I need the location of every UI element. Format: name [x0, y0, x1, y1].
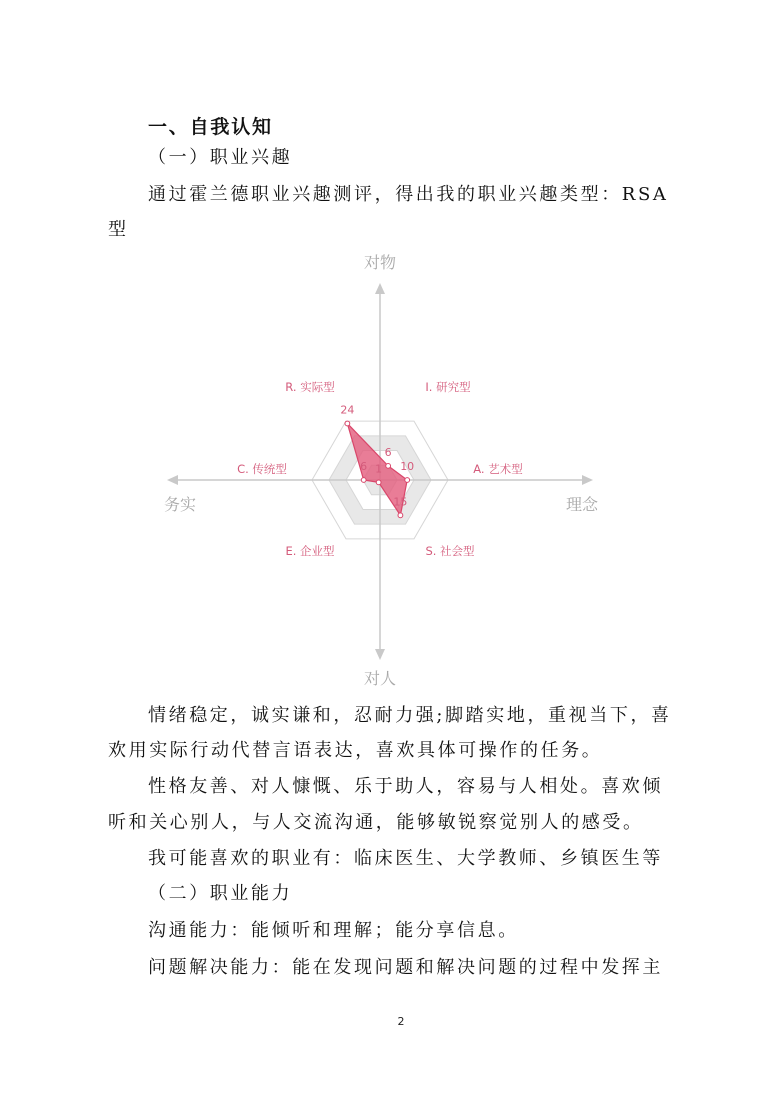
section-heading: 一、自我认知	[148, 116, 273, 138]
paragraph-line: 情绪稳定，诚实谦和，忍耐力强;脚踏实地，重视当下，喜	[148, 705, 672, 726]
data-point-e	[376, 480, 381, 485]
data-point-s	[398, 513, 403, 518]
data-point-r	[345, 421, 350, 426]
axis-label-right: 理念	[565, 495, 599, 514]
paragraph-line: 性格友善、对人慷慨、乐于助人，容易与人相处。喜欢倾	[148, 776, 663, 797]
category-label-c: C. 传统型	[237, 462, 287, 476]
career-interest-radar-chart	[0, 240, 774, 700]
category-label-s: S. 社会型	[425, 544, 475, 558]
value-label-s: 15	[393, 495, 408, 509]
page-number: 2	[397, 1015, 405, 1028]
value-label-c: 6	[360, 460, 368, 473]
ability-item: 沟通能力：能倾听和理解；能分享信息。	[148, 920, 519, 941]
axis-arrow-right	[582, 475, 593, 485]
subsection-title-ability: （二）职业能力	[148, 883, 293, 904]
paragraph-line: 我可能喜欢的职业有：临床医生、大学教师、乡镇医生等	[148, 848, 663, 869]
data-point-a	[405, 478, 410, 483]
intro-line: 型	[108, 219, 129, 240]
data-point-c	[361, 478, 366, 483]
axis-arrow-top	[375, 283, 385, 294]
axis-label-bottom: 对人	[363, 669, 397, 688]
axis-arrow-bottom	[375, 649, 385, 660]
value-label-i: 6	[384, 445, 392, 459]
ability-item: 问题解决能力：能在发现问题和解决问题的过程中发挥主	[148, 957, 663, 978]
paragraph-line: 欢用实际行动代替言语表达，喜欢具体可操作的任务。	[108, 740, 603, 761]
axis-label-top: 对物	[363, 253, 397, 272]
axis-label-left: 务实	[163, 495, 197, 514]
category-label-a: A. 艺术型	[473, 462, 523, 476]
value-label-a: 10	[400, 460, 415, 473]
category-label-r: R. 实际型	[285, 380, 335, 394]
value-label-r: 24	[340, 403, 355, 417]
category-label-i: I. 研究型	[425, 380, 471, 394]
data-point-i	[386, 463, 391, 468]
category-label-e: E. 企业型	[285, 544, 335, 558]
axis-arrow-left	[167, 475, 178, 485]
intro-line: 通过霍兰德职业兴趣测评，得出我的职业兴趣类型：RSA	[148, 184, 669, 205]
value-label-e: 1	[375, 462, 383, 476]
subsection-title-interest: （一）职业兴趣	[148, 147, 293, 168]
paragraph-line: 听和关心别人，与人交流沟通，能够敏锐察觉别人的感受。	[108, 812, 644, 833]
